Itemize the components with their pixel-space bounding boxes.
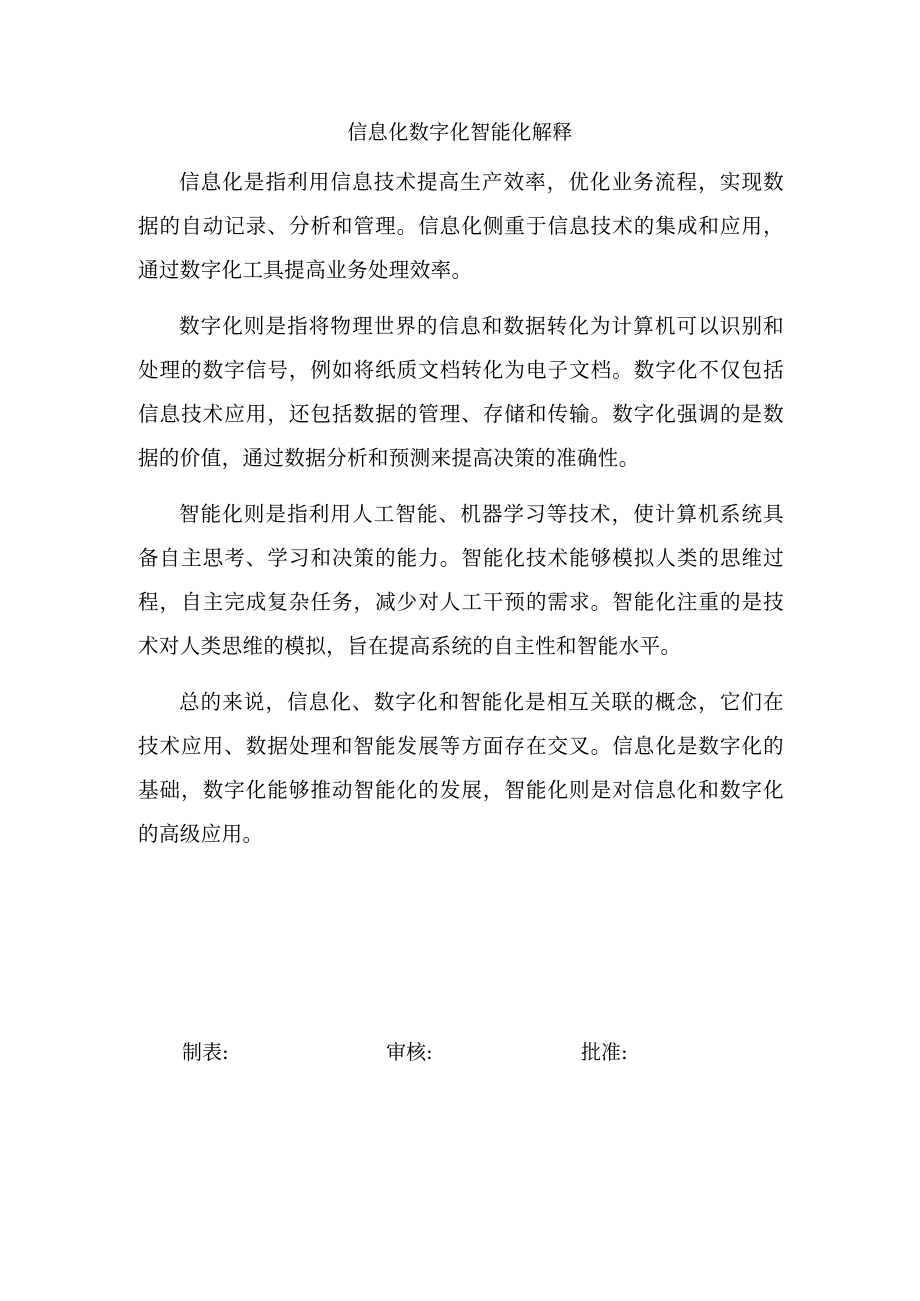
- reviewed-by-label: 审核:: [386, 1040, 433, 1064]
- paragraph-intelligentization: 智能化则是指利用人工智能、机器学习等技术，使计算机系统具备自主思考、学习和决策的能力。智能化技术能够模拟人类的思维过程，自主完成复杂任务，减少对人工干预的需求。智能化注重的是技术对人类思维的模拟，旨在提高系统的自主性和智能水平。: [138, 502, 784, 658]
- approved-by-label: 批准:: [581, 1040, 628, 1064]
- paragraph-informatization: 信息化是指利用信息技术提高生产效率，优化业务流程，实现数据的自动记录、分析和管理。信息化侧重于信息技术的集成和应用，通过数字化工具提高业务处理效率。: [138, 170, 784, 282]
- paragraph-summary: 总的来说，信息化、数字化和智能化是相互关联的概念，它们在技术应用、数据处理和智能发展等方面存在交叉。信息化是数字化的基础，数字化能够推动智能化的发展，智能化则是对信息化和数字化的高级应用。: [138, 690, 784, 846]
- document-title: 信息化数字化智能化解释: [347, 120, 573, 144]
- signature-row: [0, 1037, 920, 1067]
- paragraph-digitization: 数字化则是指将物理世界的信息和数据转化为计算机可以识别和处理的数字信号，例如将纸质文档转化为电子文档。数字化不仅包括信息技术应用，还包括数据的管理、存储和传输。数字化强调的是数据的价值，通过数据分析和预测来提高决策的准确性。: [138, 314, 784, 470]
- prepared-by-label: 制表:: [182, 1040, 229, 1064]
- document-body: [138, 160, 784, 868]
